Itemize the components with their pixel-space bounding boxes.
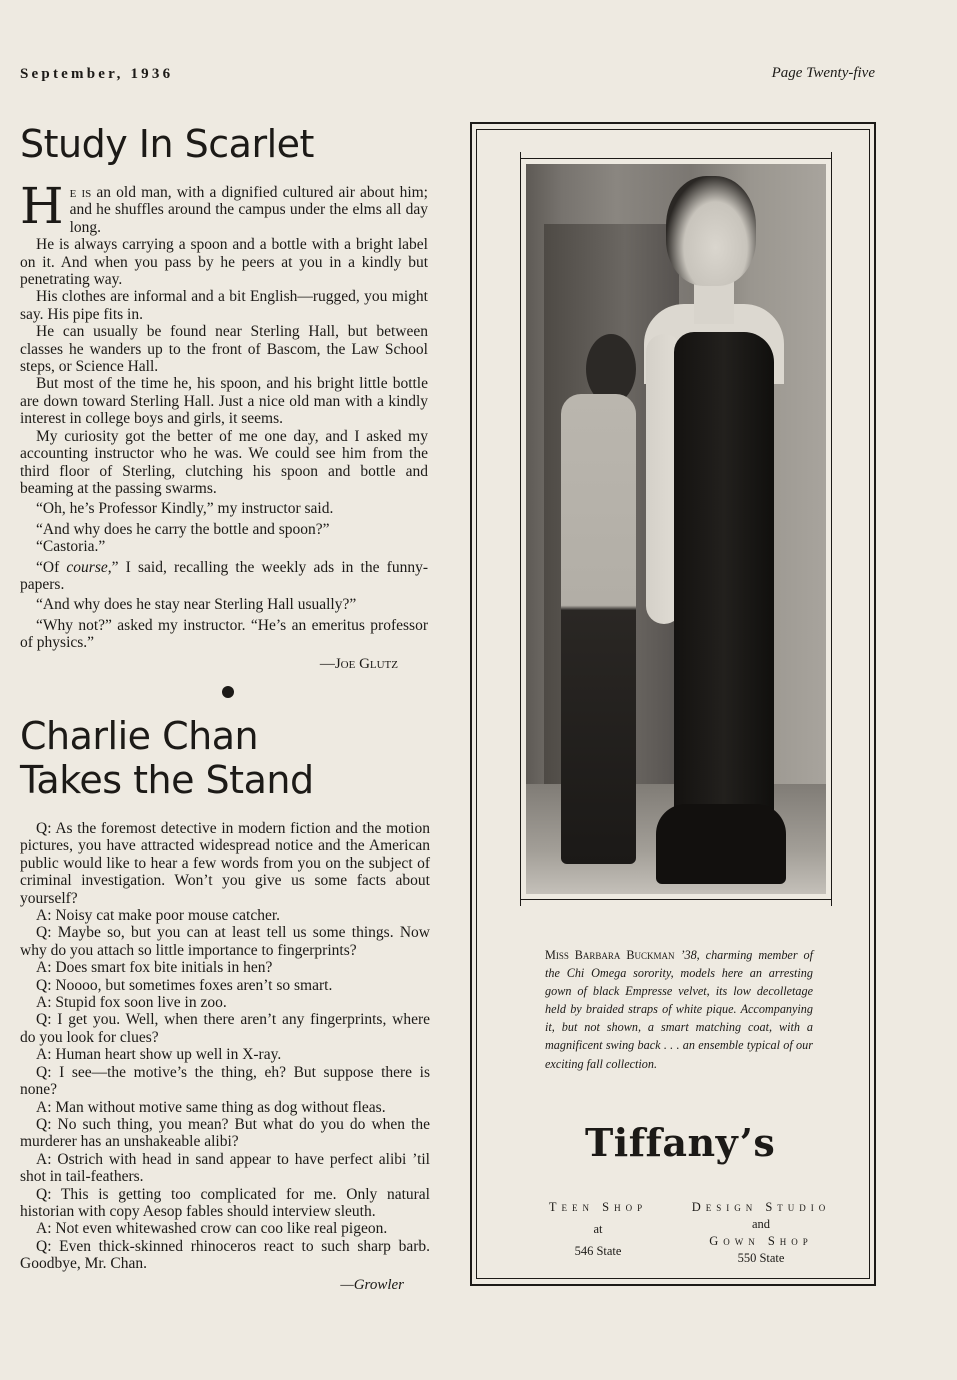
design-address: 550 State <box>737 1251 785 1265</box>
chan-title-line1: Charlie Chan <box>20 714 259 758</box>
study-paragraph: “Castoria.” <box>36 538 106 556</box>
issue-date: September, 1936 <box>20 66 174 82</box>
model-dress <box>674 332 774 877</box>
chan-paragraph: Q: I get you. Well, when there aren’t any fingerprints, where do you look for clues? <box>20 1011 430 1046</box>
chan-paragraph: Q: No such thing, you mean? But what do you do when the murderer has an unshakeable alibi? <box>20 1115 430 1151</box>
course-pre: “Of <box>36 558 67 576</box>
design-studio-block <box>682 1199 840 1267</box>
chan-paragraph: A: Stupid fox soon live in zoo. <box>36 994 227 1012</box>
chan-paragraph: A: Not even whitewashed crow can coo like real pigeon. <box>36 1220 388 1238</box>
chan-paragraph: Q: This is getting too complicated for me. Only natural historian with copy Aesop fables should interview sleuth. <box>20 1185 430 1220</box>
study-paragraph: “Oh, he’s Professor Kindly,” my instructor said. <box>36 500 334 518</box>
design-studio-name: Design Studio <box>691 1200 831 1214</box>
study-in-scarlet-article <box>20 177 428 673</box>
chan-title-line2: Takes the Stand <box>20 758 314 802</box>
study-signature: —Joe Glutz <box>319 655 398 672</box>
section-bullet <box>222 686 234 698</box>
design-and: and <box>751 1217 771 1231</box>
teen-shop-at: at <box>593 1222 603 1236</box>
charlie-chan-article <box>20 820 430 1294</box>
study-paragraph: He is always carrying a spoon and a bottle with a bright label on it. And when you pass by he peers at you in a kindly but penetrating way. <box>20 236 428 289</box>
study-paragraph: “And why does he carry the bottle and spoon?” <box>36 520 330 538</box>
study-paragraph: His clothes are informal and a bit English—rugged, you might say. His pipe fits in. <box>20 288 428 323</box>
frame-tick <box>831 152 832 158</box>
drop-cap: H <box>20 177 64 235</box>
dress-hem <box>656 804 786 884</box>
study-paragraph: “And why does he stay near Sterling Hall usually?” <box>36 596 357 614</box>
chan-paragraph: Q: Maybe so, but you can at least tell us some things. Now why do you attach so little importance to fingerprints? <box>20 924 430 959</box>
left-column <box>20 118 430 1293</box>
study-paragraph: “Why not?” asked my instructor. “He’s an emeritus professor of physics.” <box>20 616 428 652</box>
course-word: course <box>66 558 108 576</box>
teen-shop-address: 546 State <box>574 1244 622 1258</box>
caption-name: Miss Barbara Buckman <box>545 948 675 962</box>
study-in-scarlet-title: Study In Scarlet <box>20 122 314 166</box>
chan-paragraph: A: Man without motive same thing as dog without fleas. <box>36 1098 386 1116</box>
chan-paragraph: A: Human heart show up well in X-ray. <box>36 1046 282 1064</box>
gown-shop-name: Gown Shop <box>709 1234 813 1248</box>
chan-paragraph: A: Does smart fox bite initials in hen? <box>36 959 273 977</box>
frame-tick <box>520 900 521 906</box>
frame-tick <box>831 900 832 906</box>
chan-paragraph: Q: As the foremost detective in modern fiction and the motion pictures, you have attracted widespread notice and the American public would like to hear a few words from you on the subject of criminal investigation. Won’t you give us some facts about yourself? <box>20 820 430 907</box>
study-paragraph: My curiosity got the better of me one day, and I asked my accounting instructor who he was. We could see him from the third floor of Sterling, clutching his spoon and bottle and beaming at the passing swarms. <box>20 427 428 497</box>
chan-paragraph: Q: Noooo, but sometimes foxes aren’t so smart. <box>36 976 333 994</box>
first-words: e is <box>69 184 92 201</box>
photo-caption <box>545 946 813 1073</box>
course-post: ,” I said, recalling the weekly ads in the funny-papers. <box>20 558 428 593</box>
caption-text: ’38, charming member of the Chi Omega sorority, models here an arresting gown of black Empresse velvet, its low decolletage held by braided straps of white pique. Accompanying it, but not shown, a smart matching coat, with a magnificent swing back . . . an ensemble typical of our exciting fall collection. <box>545 948 813 1071</box>
tiffanys-logo: Tiffany’s <box>585 1120 776 1165</box>
chan-paragraph: Q: Even thick-skinned rhinoceros react to such sharp barb. Goodbye, Mr. Chan. <box>20 1237 430 1273</box>
teen-shop-block <box>536 1199 660 1260</box>
teen-shop-name: Teen Shop <box>548 1200 648 1214</box>
fashion-photo <box>526 164 826 894</box>
study-paragraph: But most of the time he, his spoon, and his bright little bottle are down toward Sterling Hall. Just a nice old man with a kindly interest in college boys and girls, it seems. <box>20 375 428 428</box>
page-number: Page Twenty-five <box>771 65 875 81</box>
chan-paragraph: A: Ostrich with head in sand appear to have perfect alibi ’til shot in tail-feathers. <box>20 1150 430 1186</box>
first-paragraph-text: an old man, with a dignified cultured air about him; and he shuffles around the campus under the elms all day long. <box>69 184 428 236</box>
model-head <box>666 176 756 286</box>
study-paragraph: He can usually be found near Sterling Hall, but between classes he wanders up to the front of Bascom, the Law School steps, or Science Hall. <box>20 323 428 376</box>
frame-tick <box>520 152 521 158</box>
charlie-chan-title <box>20 714 428 802</box>
chan-signature: —Growler <box>340 1276 404 1293</box>
study-paragraph-first <box>20 177 428 236</box>
chan-paragraph: A: Noisy cat make poor mouse catcher. <box>36 907 281 925</box>
chan-paragraph: Q: I see—the motive’s the thing, eh? But suppose there is none? <box>20 1063 430 1099</box>
study-paragraph-course <box>20 559 428 594</box>
reflection-body <box>561 394 636 864</box>
